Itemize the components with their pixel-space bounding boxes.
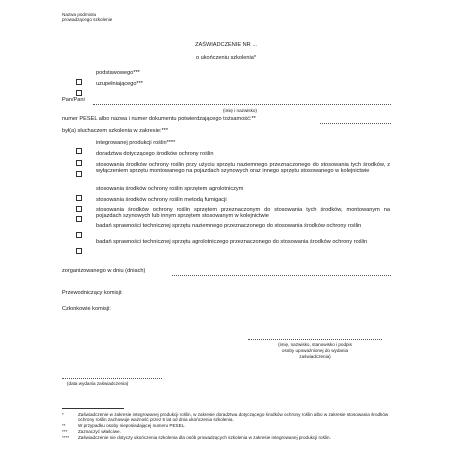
committee-members-label: Członkowie komisji: [62,306,111,312]
scope-item-2: doradztwa dotyczącego środków ochrony roślin [96,151,214,157]
pesel-field[interactable] [320,123,391,124]
checkbox-scope-3[interactable] [76,164,82,182]
issue-date-field[interactable] [62,378,162,379]
document-subtitle: o ukończeniu szkolenia* [195,55,256,61]
issuer-name-label-line2: prowadzącego szkolenie [62,17,113,22]
footnote-text-2: W przypadku osoby nieposiadającej numeru PESEL. [78,423,186,428]
footnote-text-3: Zaznaczyć właściwe. [78,429,121,434]
issuer-name-label: Nazwa podmiotu [62,12,97,17]
signature-caption-line2: osoby upoważnionej do wydania [281,348,349,353]
name-prefix: Pan/Pani [62,97,85,103]
scope-item-8: badań sprawności technicznej sprzętu agrolotniczego przeznaczonego do stosowania środków ochrony roślin [96,239,368,245]
footnote-mark-1: * [62,412,64,417]
committee-chair-label: Przewodniczący komisji: [62,290,123,296]
issue-date-caption: (data wydania zaświadczenia) [67,381,129,386]
scope-item-6: stosowania środków ochrony roślin sprzętem przeznaczonym do stosowania tych środków, montowanym na pojazdach szynowych lub innym sprzętem stosowanym w kolejnictwie [96,207,390,220]
organized-date-field[interactable] [172,275,391,276]
checkbox-scope-8[interactable] [76,241,82,259]
name-field[interactable] [93,104,391,105]
training-type-supplementary: uzupełniającego*** [96,81,143,87]
signature-field[interactable] [248,339,382,340]
document-title: ZAŚWIADCZENIE NR ... [195,42,257,48]
scope-item-7: badań sprawności technicznej sprzętu naziemnego przeznaczonego do stosowania środków ochrony roślin [96,223,362,229]
scope-item-3: stosowania środków ochrony roślin przy użyciu sprzętu naziemnego przeznaczonego do stosowania tych środków, z wyłączeniem sprzętu montowanego na pojazdach szynowych oraz innego sprzętu stosowanego w kolejnictwie [96,162,390,175]
name-caption: (imię i nazwisko) [223,108,257,113]
training-type-basic: podstawowego*** [96,70,140,76]
footnote-mark-2: ** [62,423,66,428]
organized-label: zorganizowanego w dniu (dniach) [62,268,146,274]
footnote-separator [62,408,124,409]
listener-label: był(a) słuchaczem szkolenia w zakresie:*** [62,128,169,134]
scope-item-5: stosowania środków ochrony roślin metodą fumigacji [96,197,227,203]
scope-item-4: stosowania środków ochrony roślin sprzętem agrolotniczym [96,186,244,192]
footnote-mark-4: **** [62,435,70,440]
signature-caption-line3: zaświadczenia) [299,354,331,359]
signature-caption-line1: (imię, nazwisko, stanowisko i podpis [278,342,352,347]
footnote-text-4: Zaświadczenie nie dotyczy ukończenia szkolenia dla osób prowadzących szkolenia w zakresie integrowanej produkcji roślin. [78,435,331,440]
scope-item-1: integrowanej produkcji roślin**** [96,140,176,146]
pesel-label: numer PESEL albo nazwa i numer dokumentu potwierdzającego tożsamość:** [62,116,256,122]
footnote-text-1: Zaświadczenie w zakresie integrowanej produkcji roślin, w zakresie doradztwa dotyczącego środków ochrony roślin albo w zakresie stosowania środków ochrony roślin zachowuje ważność przez 5 lat od dnia ukończenia szkolenia. [78,412,389,423]
footnote-mark-3: *** [62,429,68,434]
